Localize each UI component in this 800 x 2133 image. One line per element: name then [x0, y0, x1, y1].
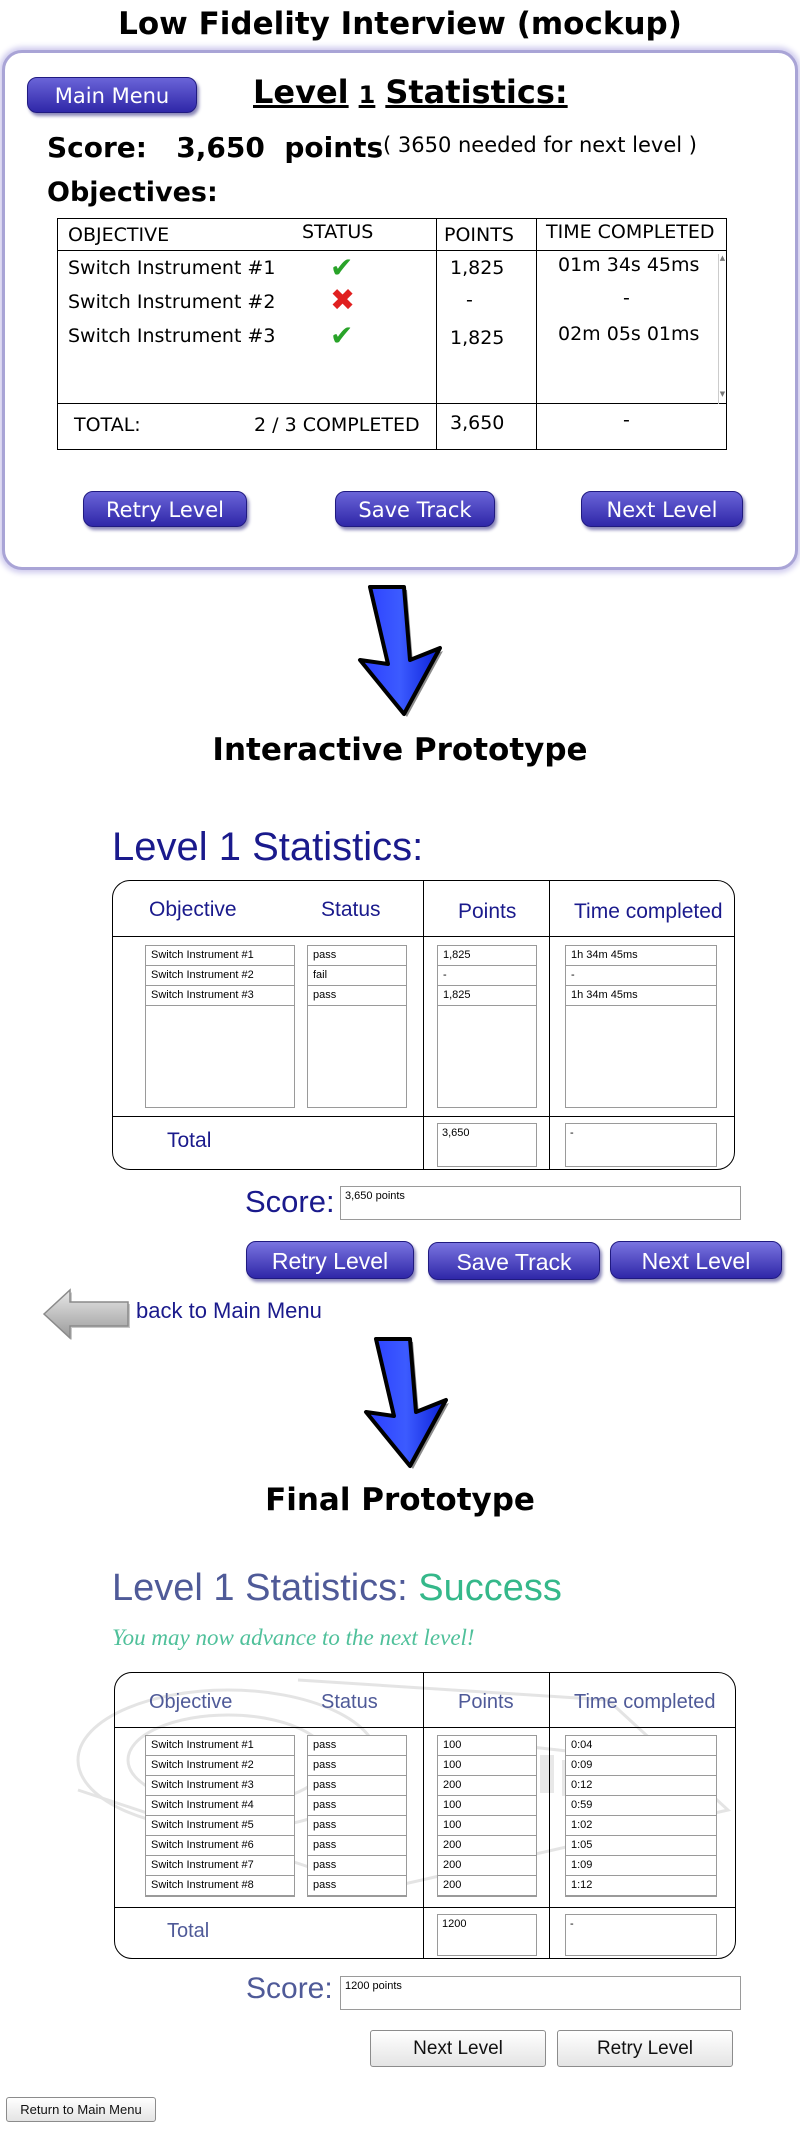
list-item: 1:12: [566, 1876, 716, 1896]
save-track-button[interactable]: Save Track: [335, 491, 495, 527]
total-label: Total: [167, 1920, 210, 1942]
final-page-title: [112, 1567, 562, 1610]
next-level-button[interactable]: Next Level: [370, 2030, 546, 2067]
list-item: Switch Instrument #3: [146, 1776, 294, 1796]
list-item: Switch Instrument #2: [146, 966, 294, 986]
col-header-status: Status: [321, 1691, 378, 1713]
col-header-time: TIME COMPLETED: [546, 221, 715, 243]
needed-points-note: ( 3650 needed for next level ): [383, 133, 697, 157]
list-item: Switch Instrument #8: [146, 1876, 294, 1896]
list-item: 100: [438, 1816, 536, 1836]
total-label: TOTAL:: [74, 414, 141, 436]
score-unit: points: [284, 131, 384, 164]
mockup-heading: Low Fidelity Interview (mockup): [118, 6, 682, 42]
list-item: Switch Instrument #7: [146, 1856, 294, 1876]
mockup-page-title: [253, 73, 568, 111]
col-header-time: Time completed: [574, 1691, 716, 1713]
retry-level-button[interactable]: Retry Level: [246, 1241, 414, 1279]
return-to-main-menu-button[interactable]: Return to Main Menu: [6, 2097, 156, 2122]
total-points-field[interactable]: 3,650: [437, 1123, 537, 1167]
col-header-time: Time completed: [574, 900, 723, 923]
list-item: Switch Instrument #4: [146, 1796, 294, 1816]
points-list[interactable]: [437, 945, 537, 1108]
col-header-status: Status: [321, 898, 381, 921]
row2-time: -: [623, 287, 630, 309]
objective-list[interactable]: [145, 945, 295, 1108]
points-list[interactable]: [437, 1735, 537, 1897]
total-completed: 2 / 3 COMPLETED: [254, 414, 420, 436]
list-item: pass: [308, 1736, 406, 1756]
col-header-objective: Objective: [149, 1691, 233, 1713]
col-header-points: POINTS: [444, 224, 514, 246]
list-item: pass: [308, 1776, 406, 1796]
col-header-objective: Objective: [149, 898, 237, 921]
title-prefix: Level: [253, 73, 349, 111]
score-label: Score:: [47, 131, 147, 164]
list-item: 200: [438, 1776, 536, 1796]
list-item: 100: [438, 1796, 536, 1816]
table-scrollbar[interactable]: ▲ ▼: [718, 254, 726, 404]
level-number: 1: [358, 81, 376, 109]
list-item: 0:12: [566, 1776, 716, 1796]
list-item: 0:09: [566, 1756, 716, 1776]
list-item: Switch Instrument #3: [146, 986, 294, 1006]
list-item: 200: [438, 1856, 536, 1876]
objectives-label: Objectives:: [47, 177, 218, 208]
interactive-heading: Interactive Prototype: [212, 732, 588, 768]
back-to-main-menu-link[interactable]: back to Main Menu: [136, 1298, 322, 1323]
list-item: 1h 34m 45ms: [566, 946, 716, 966]
check-icon: ✔: [330, 319, 354, 352]
list-item: Switch Instrument #1: [146, 1736, 294, 1756]
check-icon: ✔: [330, 251, 354, 284]
next-level-button[interactable]: Next Level: [610, 1241, 782, 1279]
list-item: Switch Instrument #2: [146, 1756, 294, 1776]
list-item: 1:05: [566, 1836, 716, 1856]
time-list[interactable]: [565, 945, 717, 1108]
list-item: pass: [308, 1756, 406, 1776]
mockup-score: [47, 131, 383, 164]
list-item: pass: [308, 946, 406, 966]
list-item: 100: [438, 1736, 536, 1756]
interactive-objectives-table: [112, 880, 735, 1170]
row3-objective: Switch Instrument #3: [68, 325, 276, 347]
col-header-points: Points: [458, 900, 517, 923]
main-menu-button[interactable]: Main Menu: [27, 77, 197, 113]
objective-list[interactable]: [145, 1735, 295, 1897]
score-label: Score:: [245, 1184, 335, 1219]
list-item: 1,825: [438, 986, 536, 1006]
final-objectives-table: [114, 1672, 736, 1959]
list-item: fail: [308, 966, 406, 986]
list-item: Switch Instrument #6: [146, 1836, 294, 1856]
list-item: 1,825: [438, 946, 536, 966]
title-suffix: Statistics:: [385, 73, 568, 111]
title-prefix: Level 1 Statistics:: [112, 1567, 419, 1609]
list-item: 1:02: [566, 1816, 716, 1836]
total-time-field[interactable]: -: [565, 1123, 717, 1167]
save-track-button[interactable]: Save Track: [428, 1242, 600, 1280]
row2-points: -: [466, 289, 473, 311]
down-arrow-icon: [358, 1334, 458, 1474]
list-item: 100: [438, 1756, 536, 1776]
row1-objective: Switch Instrument #1: [68, 257, 276, 279]
row3-points: 1,825: [450, 327, 505, 349]
list-item: -: [438, 966, 536, 986]
list-item: 200: [438, 1836, 536, 1856]
row1-points: 1,825: [450, 257, 505, 279]
list-item: 1:09: [566, 1856, 716, 1876]
list-item: pass: [308, 986, 406, 1006]
total-label: Total: [167, 1129, 212, 1152]
list-item: 0:04: [566, 1736, 716, 1756]
interactive-page-title: Level 1 Statistics:: [112, 825, 424, 869]
list-item: pass: [308, 1816, 406, 1836]
total-time: -: [623, 409, 630, 431]
retry-level-button[interactable]: Retry Level: [83, 491, 247, 527]
col-header-objective: OBJECTIVE: [68, 224, 170, 246]
list-item: pass: [308, 1876, 406, 1896]
list-item: 0:59: [566, 1796, 716, 1816]
mockup-objectives-table: [57, 218, 727, 450]
list-item: pass: [308, 1856, 406, 1876]
row3-time: 02m 05s 01ms: [558, 323, 700, 345]
success-status: Success: [418, 1567, 562, 1609]
total-time-field[interactable]: -: [565, 1914, 717, 1956]
list-item: 1h 34m 45ms: [566, 986, 716, 1006]
status-list[interactable]: [307, 945, 407, 1108]
total-points-field[interactable]: 1200: [437, 1914, 537, 1956]
final-heading: Final Prototype: [265, 1482, 535, 1518]
score-value: 3,650: [176, 131, 265, 164]
total-points: 3,650: [450, 412, 505, 434]
advance-message: You may now advance to the next level!: [112, 1625, 475, 1650]
col-header-status: STATUS: [302, 221, 374, 243]
down-arrow-icon: [352, 582, 452, 722]
col-header-points: Points: [458, 1691, 514, 1713]
score-label: Score:: [246, 1972, 333, 2005]
list-item: Switch Instrument #5: [146, 1816, 294, 1836]
row2-objective: Switch Instrument #2: [68, 291, 276, 313]
list-item: pass: [308, 1836, 406, 1856]
back-arrow-icon[interactable]: [40, 1284, 132, 1342]
list-item: -: [566, 966, 716, 986]
time-list[interactable]: [565, 1735, 717, 1897]
list-item: pass: [308, 1796, 406, 1816]
status-list[interactable]: [307, 1735, 407, 1897]
next-level-button[interactable]: Next Level: [581, 491, 743, 527]
cross-icon: ✖: [330, 283, 356, 318]
score-field[interactable]: 3,650 points: [340, 1186, 741, 1220]
list-item: Switch Instrument #1: [146, 946, 294, 966]
list-item: 200: [438, 1876, 536, 1896]
mockup-window: [2, 50, 798, 570]
retry-level-button[interactable]: Retry Level: [557, 2030, 733, 2067]
score-field[interactable]: 1200 points: [340, 1976, 741, 2010]
row1-time: 01m 34s 45ms: [558, 254, 700, 276]
